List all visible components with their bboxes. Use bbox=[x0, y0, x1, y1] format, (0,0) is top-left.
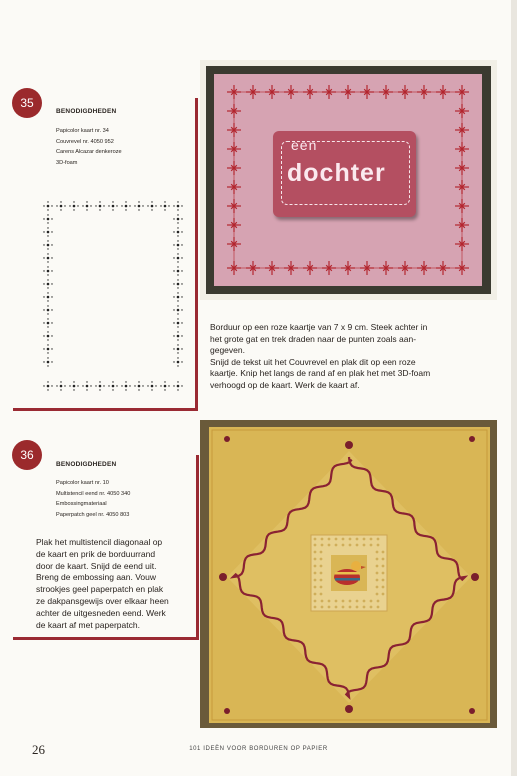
instruction-line: Snijd de tekst uit het Couvrevel en plak dit op een roze bbox=[210, 356, 416, 367]
instruction-line: kaartje. Knip het langs de rand af en plak het met 3D-foam bbox=[210, 368, 431, 379]
page-edge bbox=[511, 0, 517, 776]
instruction-line: achter de uitgesneden eend. Werk bbox=[36, 607, 166, 618]
material-item: Embossingmateriaal bbox=[56, 501, 107, 507]
instruction-line: het grote gat en trek draden naar de punten zoals aan- bbox=[210, 333, 417, 344]
project-36-materials-heading: BENODIGDHEDEN bbox=[56, 461, 117, 468]
footer-book-title: 101 IDEËN VOOR BORDUREN OP PAPIER bbox=[189, 746, 328, 752]
project-36-materials-list bbox=[56, 478, 130, 520]
instruction-line: de kaart en prik de borduurrand bbox=[36, 548, 156, 559]
project-35-embroidery-pattern bbox=[38, 196, 188, 396]
material-item: Couvrevel nr. 4050 952 bbox=[56, 138, 114, 145]
material-item: Multistencil eend nr. 4050 340 bbox=[56, 490, 131, 497]
project-36-number-badge: 36 bbox=[12, 440, 42, 470]
instruction-line: Borduur op een roze kaartje van 7 x 9 cm. Steek achter in bbox=[210, 322, 428, 332]
project-36-instructions bbox=[36, 537, 208, 631]
material-item: 3D-foam bbox=[56, 159, 78, 166]
material-item: Papicolor kaart nr. 34 bbox=[56, 128, 109, 134]
material-item: Paperpatch geel nr. 4050 803 bbox=[56, 511, 130, 518]
instruction-line: verhoogd op de kaart. Werk de kaart af. bbox=[210, 379, 360, 390]
instruction-line: Plak het multistencil diagonaal op bbox=[36, 537, 163, 547]
instruction-line: gegeven. bbox=[210, 345, 245, 356]
project-35-materials-list bbox=[56, 126, 122, 168]
label-text-dochter: dochter bbox=[287, 159, 386, 187]
project-35-number-badge: 35 bbox=[12, 88, 42, 118]
project-36-card-artwork bbox=[209, 427, 490, 723]
label-text-een: een bbox=[291, 137, 318, 153]
instruction-line: ze dakpansgewijs over elkaar heen bbox=[36, 595, 169, 606]
project-35-text-label bbox=[273, 131, 416, 217]
instruction-line: de kaart af met paperpatch. bbox=[36, 619, 140, 630]
instruction-line: Breng de embossing aan. Vouw bbox=[36, 572, 157, 583]
instruction-line: door de kaart. Snijd de eend uit. bbox=[36, 560, 157, 571]
project-35-instructions bbox=[210, 322, 495, 392]
instruction-line: strookjes geel paperpatch en plak bbox=[36, 584, 164, 595]
page-number: 26 bbox=[32, 742, 45, 757]
material-item: Papicolor kaart nr. 10 bbox=[56, 480, 109, 486]
material-item: Carens Alcazar denkeroze bbox=[56, 149, 122, 155]
project-35-materials-heading: BENODIGDHEDEN bbox=[56, 108, 117, 115]
